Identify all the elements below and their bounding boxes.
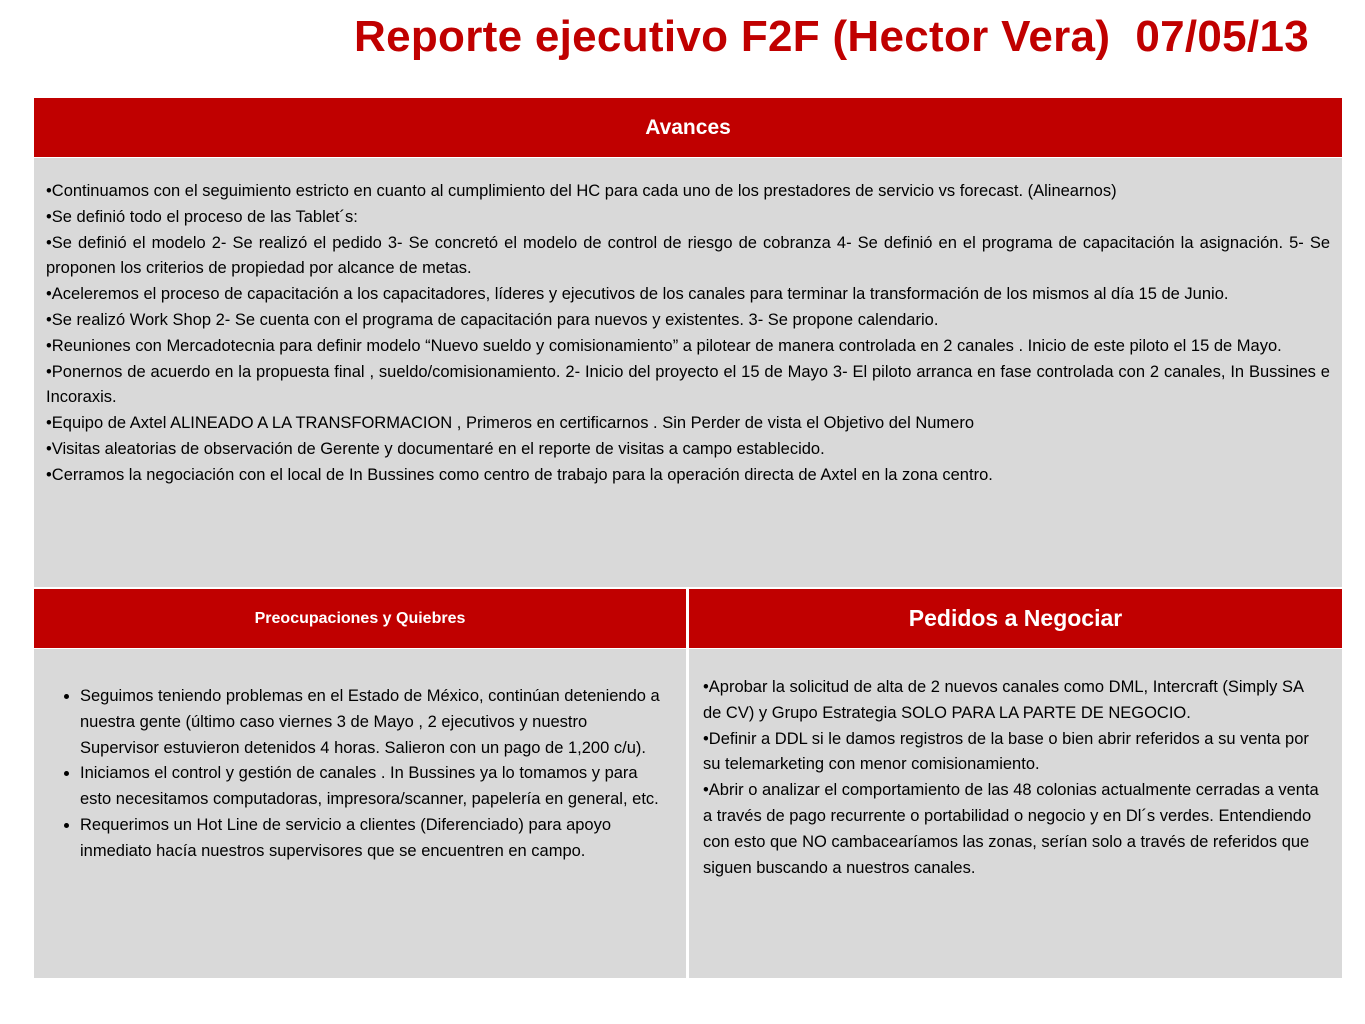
preocupaciones-header-label: Preocupaciones y Quiebres	[254, 609, 466, 627]
avances-header	[34, 98, 1342, 157]
pedidos-header	[689, 589, 1342, 648]
page-title: Reporte ejecutivo F2F (Hector Vera) 07/05/13	[354, 12, 1309, 61]
pedidos-item: •Aprobar la solicitud de alta de 2 nuevos canales como DML, Intercraft (Simply SA de CV) y Grupo Estrategia SOLO PARA LA PARTE DE NEGOCIO.	[703, 678, 1304, 722]
preocupaciones-list	[52, 684, 668, 865]
avances-item: •Se realizó Work Shop 2- Se cuenta con el programa de capacitación para nuevos y existentes. 3- Se propone calendario.	[46, 310, 939, 329]
avances-item: •Cerramos la negociación con el local de In Bussines como centro de trabajo para la operación directa de Axtel en la zona centro.	[46, 465, 993, 484]
preocupaciones-item: • Seguimos teniendo problemas en el Estado de México, continúan deteniendo a nuestra gente (último caso viernes 3 de Mayo , 2 ejecutivos y nuestro Supervisor estuvieron detenidos 4 horas. Salieron con un pago de 1,200 c/u).	[80, 684, 668, 761]
avances-item: •Aceleremos el proceso de capacitación a los capacitadores, líderes y ejecutivos de los canales para terminar la transformación de los mismos al día 15 de Junio.	[46, 285, 1229, 304]
pedidos-header-label: Pedidos a Negociar	[908, 605, 1123, 631]
avances-item: •Se definió todo el proceso de las Tablet´s:	[46, 207, 358, 226]
avances-item: •Se definió el modelo 2- Se realizó el pedido 3- Se concretó el modelo de control de riesgo de cobranza 4- Se definió en el programa de capacitación la asignación. 5- Se proponen los criterios de propiedad por alcance de metas.	[46, 233, 1330, 278]
preocupaciones-header	[34, 589, 686, 648]
avances-item: •Equipo de Axtel ALINEADO A LA TRANSFORMACION , Primeros en certificarnos . Sin Perder de vista el Objetivo del Numero	[46, 414, 975, 433]
avances-header-label: Avances	[645, 115, 731, 139]
avances-body	[34, 158, 1342, 587]
pedidos-item: •Definir a DDL si le damos registros de la base o bien abrir referidos a su venta por su telemarketing con menor comisionamiento.	[703, 729, 1309, 774]
avances-item: •Visitas aleatorias de observación de Gerente y documentaré en el reporte de visitas a campo establecido.	[46, 439, 825, 458]
preocupaciones-item: • Iniciamos el control y gestión de canales . In Bussines ya lo tomamos y para esto necesitamos computadoras, impresora/scanner, papelería en general, etc.	[80, 761, 668, 813]
preocupaciones-body	[34, 649, 686, 978]
preocupaciones-item: • Requerimos un Hot Line de servicio a clientes (Diferenciado) para apoyo inmediato hacía nuestros supervisores que se encuentren en campo.	[80, 813, 668, 865]
pedidos-body	[689, 649, 1342, 978]
avances-item: •Reuniones con Mercadotecnia para definir modelo “Nuevo sueldo y comisionamiento” a pilotear de manera controlada en 2 canales . Inicio de este piloto el 15 de Mayo.	[46, 336, 1282, 355]
pedidos-item: •Abrir o analizar el comportamiento de las 48 colonias actualmente cerradas a venta a través de pago recurrente o portabilidad o negocio y en Dl´s verdes. Entendiendo con esto que NO cambacearíamos las zonas, serían solo a través de referidos que siguen buscando a nuestros canales.	[703, 781, 1319, 877]
avances-item: •Ponernos de acuerdo en la propuesta final , sueldo/comisionamiento. 2- Inicio del proyecto el 15 de Mayo 3- El piloto arranca en fase controlada con 2 canales, In Bussines e Incoraxis.	[46, 362, 1330, 407]
avances-item: •Continuamos con el seguimiento estricto en cuanto al cumplimiento del HC para cada uno de los prestadores de servicio vs forecast. (Alinearnos)	[46, 182, 1117, 200]
